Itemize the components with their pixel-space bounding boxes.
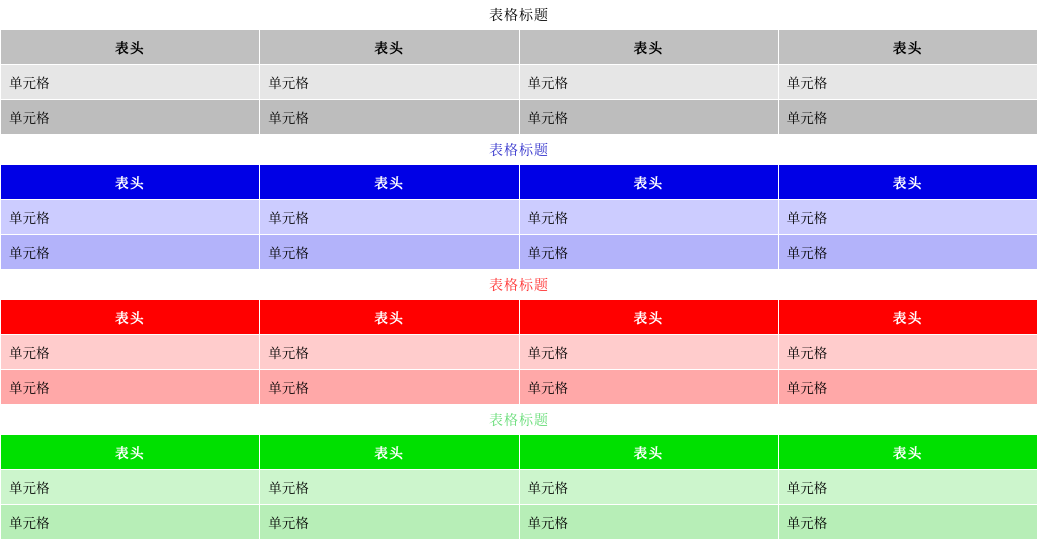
table-header-row [1,30,1038,65]
table-head [1,165,1038,200]
table-row [1,65,1038,100]
table-cell: 单元格 [778,100,1037,135]
data-table [0,299,1038,405]
table-cell: 单元格 [1,335,260,370]
table-head [1,30,1038,65]
table-cell: 单元格 [778,65,1037,100]
table-cell: 单元格 [519,470,778,505]
table-body [1,200,1038,270]
table-row [1,235,1038,270]
table-cell: 单元格 [778,505,1037,540]
table-row [1,370,1038,405]
table-cell: 单元格 [519,505,778,540]
table-cell: 单元格 [260,100,519,135]
column-header: 表头 [519,165,778,200]
column-header: 表头 [778,30,1037,65]
table-block-red [0,270,1038,405]
table-cell: 单元格 [260,235,519,270]
column-header: 表头 [260,300,519,335]
table-cell: 单元格 [260,505,519,540]
table-cell: 单元格 [1,370,260,405]
column-header: 表头 [778,435,1037,470]
table-caption: 表格标题 [489,412,549,428]
data-table [0,434,1038,540]
table-body [1,65,1038,135]
table-cell: 单元格 [260,470,519,505]
table-row [1,505,1038,540]
table-header-row [1,165,1038,200]
table-cell: 单元格 [260,65,519,100]
table-cell: 单元格 [1,235,260,270]
table-caption: 表格标题 [489,277,549,293]
table-body [1,335,1038,405]
table-cell: 单元格 [260,200,519,235]
table-caption: 表格标题 [489,7,549,23]
table-block-gray [0,0,1038,135]
table-head [1,435,1038,470]
table-cell: 单元格 [778,370,1037,405]
table-row [1,470,1038,505]
table-cell: 单元格 [519,335,778,370]
table-cell: 单元格 [1,505,260,540]
table-cell: 单元格 [519,235,778,270]
table-cell: 单元格 [1,100,260,135]
table-cell: 单元格 [260,370,519,405]
table-header-row [1,435,1038,470]
table-cell: 单元格 [260,335,519,370]
table-head [1,300,1038,335]
table-cell: 单元格 [1,200,260,235]
column-header: 表头 [778,165,1037,200]
column-header: 表头 [260,30,519,65]
column-header: 表头 [260,165,519,200]
table-cell: 单元格 [778,235,1037,270]
data-table [0,29,1038,135]
table-cell: 单元格 [778,335,1037,370]
table-cell: 单元格 [1,65,260,100]
table-row [1,335,1038,370]
table-cell: 单元格 [778,200,1037,235]
column-header: 表头 [1,30,260,65]
table-cell: 单元格 [778,470,1037,505]
table-caption: 表格标题 [489,142,549,158]
table-block-green [0,405,1038,540]
column-header: 表头 [1,435,260,470]
column-header: 表头 [1,165,260,200]
column-header: 表头 [519,300,778,335]
data-table [0,164,1038,270]
table-header-row [1,300,1038,335]
table-cell: 单元格 [519,65,778,100]
table-cell: 单元格 [519,200,778,235]
table-block-blue [0,135,1038,270]
table-row [1,100,1038,135]
column-header: 表头 [519,435,778,470]
table-cell: 单元格 [519,100,778,135]
column-header: 表头 [1,300,260,335]
column-header: 表头 [260,435,519,470]
column-header: 表头 [778,300,1037,335]
table-row [1,200,1038,235]
table-body [1,470,1038,540]
column-header: 表头 [519,30,778,65]
table-cell: 单元格 [1,470,260,505]
table-cell: 单元格 [519,370,778,405]
